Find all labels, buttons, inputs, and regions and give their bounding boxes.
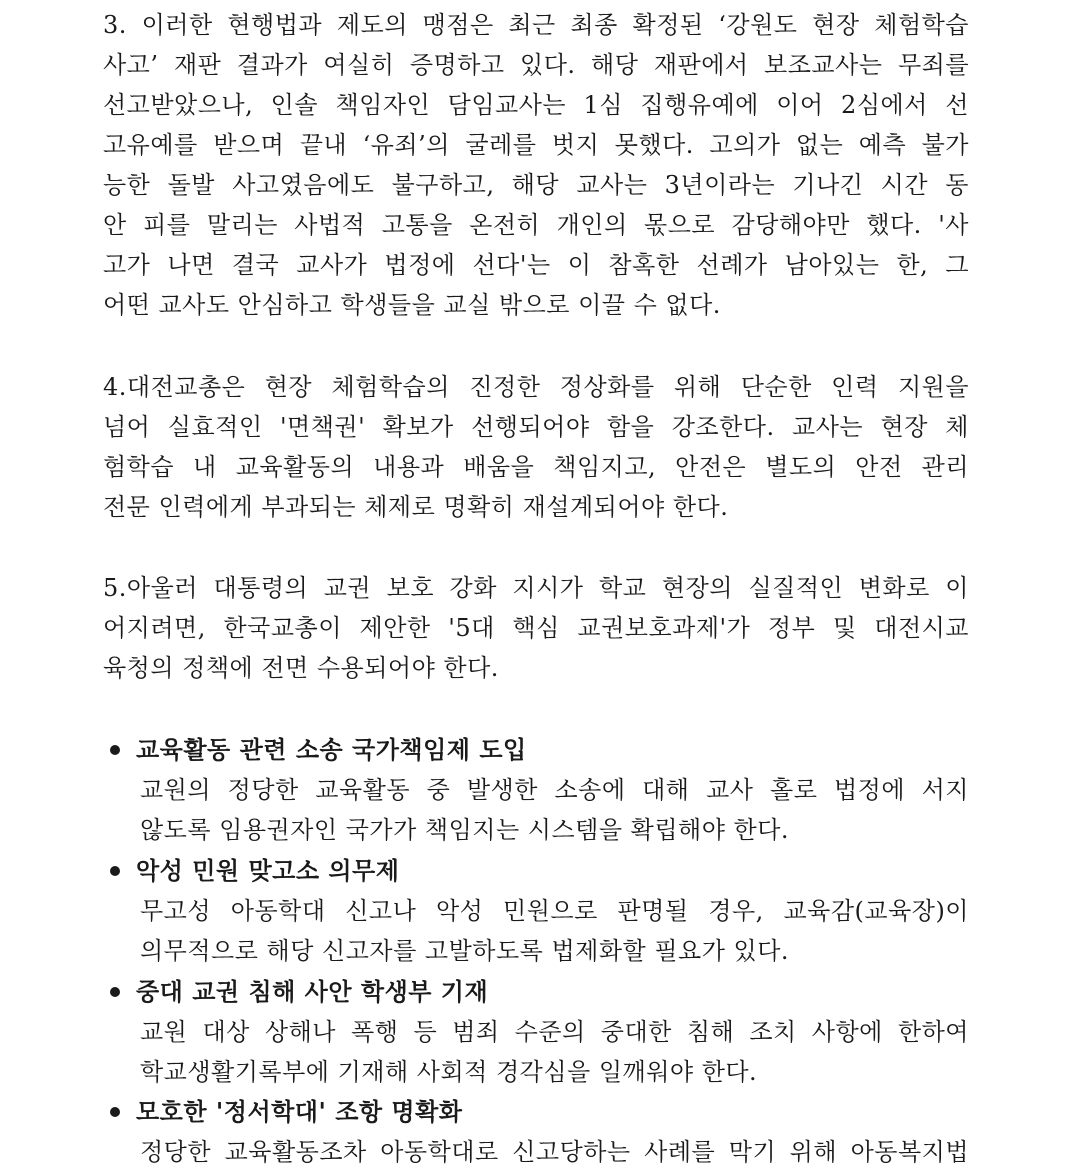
text-line: 선고받았으나, 인솔 책임자인 담임교사는 1심 집행유예에 이어 2심에서 선 (103, 91, 969, 119)
paragraph-4 (103, 367, 969, 527)
paragraph-3 (103, 5, 969, 325)
bullet-title-text: 교육활동 관련 소송 국가책임제 도입 (136, 735, 527, 764)
bullet-item-title (110, 972, 488, 1012)
text-line: 교원의 정당한 교육활동 중 발생한 소송에 대해 교사 홀로 법정에 서지 (140, 776, 969, 804)
text-line: 어지려면, 한국교총이 제안한 '5대 핵심 교권보호과제'가 정부 및 대전시교 (103, 614, 969, 642)
text-line: 고유예를 받으며 끝내 ‘유죄’의 굴레를 벗지 못했다. 고의가 없는 예측 불가 (103, 131, 969, 159)
text-line: 전문 인력에게 부과되는 체제로 명확히 재설계되어야 한다. (103, 493, 729, 521)
text-line: 교원 대상 상해나 폭행 등 범죄 수준의 중대한 침해 조치 사항에 한하여 (140, 1018, 969, 1046)
bullet-dot-icon (110, 866, 120, 876)
text-line: 4.대전교총은 현장 체험학습의 진정한 정상화를 위해 단순한 인력 지원을 (103, 373, 969, 401)
bullet-item-body (140, 770, 969, 850)
paragraph-5 (103, 568, 969, 688)
text-line: 3. 이러한 현행법과 제도의 맹점은 최근 최종 확정된 ‘강원도 현장 체험학습 (103, 11, 969, 39)
bullet-dot-icon (110, 1107, 120, 1117)
text-line: 어떤 교사도 안심하고 학생들을 교실 밖으로 이끌 수 없다. (103, 291, 721, 319)
text-line: 학교생활기록부에 기재해 사회적 경각심을 일깨워야 한다. (140, 1058, 758, 1086)
bullet-item-title (110, 851, 399, 891)
text-line: 넘어 실효적인 '면책권' 확보가 선행되어야 함을 강조한다. 교사는 현장 체 (103, 413, 969, 441)
bullet-title-text: 중대 교권 침해 사안 학생부 기재 (136, 977, 489, 1006)
text-line: 사고’ 재판 결과가 여실히 증명하고 있다. 해당 재판에서 보조교사는 무죄를 (103, 51, 969, 79)
text-line: 않도록 임용권자인 국가가 책임지는 시스템을 확립해야 한다. (140, 816, 790, 844)
text-line: 무고성 아동학대 신고나 악성 민원으로 판명될 경우, 교육감(교육장)이 (140, 897, 969, 925)
bullet-item-title (110, 1092, 462, 1132)
bullet-title-text: 악성 민원 맞고소 의무제 (136, 856, 400, 885)
bullet-title-text: 모호한 '정서학대' 조항 명확화 (136, 1097, 463, 1126)
bullet-item-title (110, 730, 527, 770)
text-line: 정당한 교육활동조차 아동학대로 신고당하는 사례를 막기 위해 아동복지법 (140, 1138, 969, 1166)
text-line: 의무적으로 해당 신고자를 고발하도록 법제화할 필요가 있다. (140, 937, 790, 965)
text-line: 안 피를 말리는 사법적 고통을 온전히 개인의 몫으로 감당해야만 했다. '사 (103, 211, 969, 239)
bullet-item-body (140, 1012, 969, 1092)
bullet-dot-icon (110, 745, 120, 755)
text-line: 능한 돌발 사고였음에도 불구하고, 해당 교사는 3년이라는 기나긴 시간 동 (103, 171, 969, 199)
text-line: 5.아울러 대통령의 교권 보호 강화 지시가 학교 현장의 실질적인 변화로 이 (103, 574, 969, 602)
text-line: 육청의 정책에 전면 수용되어야 한다. (103, 654, 499, 682)
bullet-dot-icon (110, 987, 120, 997)
bullet-item-body (140, 1132, 969, 1172)
text-line: 고가 나면 결국 교사가 법정에 선다'는 이 참혹한 선례가 남아있는 한, 그 (103, 251, 969, 279)
bullet-item-body (140, 891, 969, 971)
text-line: 험학습 내 교육활동의 내용과 배움을 책임지고, 안전은 별도의 안전 관리 (103, 453, 969, 481)
